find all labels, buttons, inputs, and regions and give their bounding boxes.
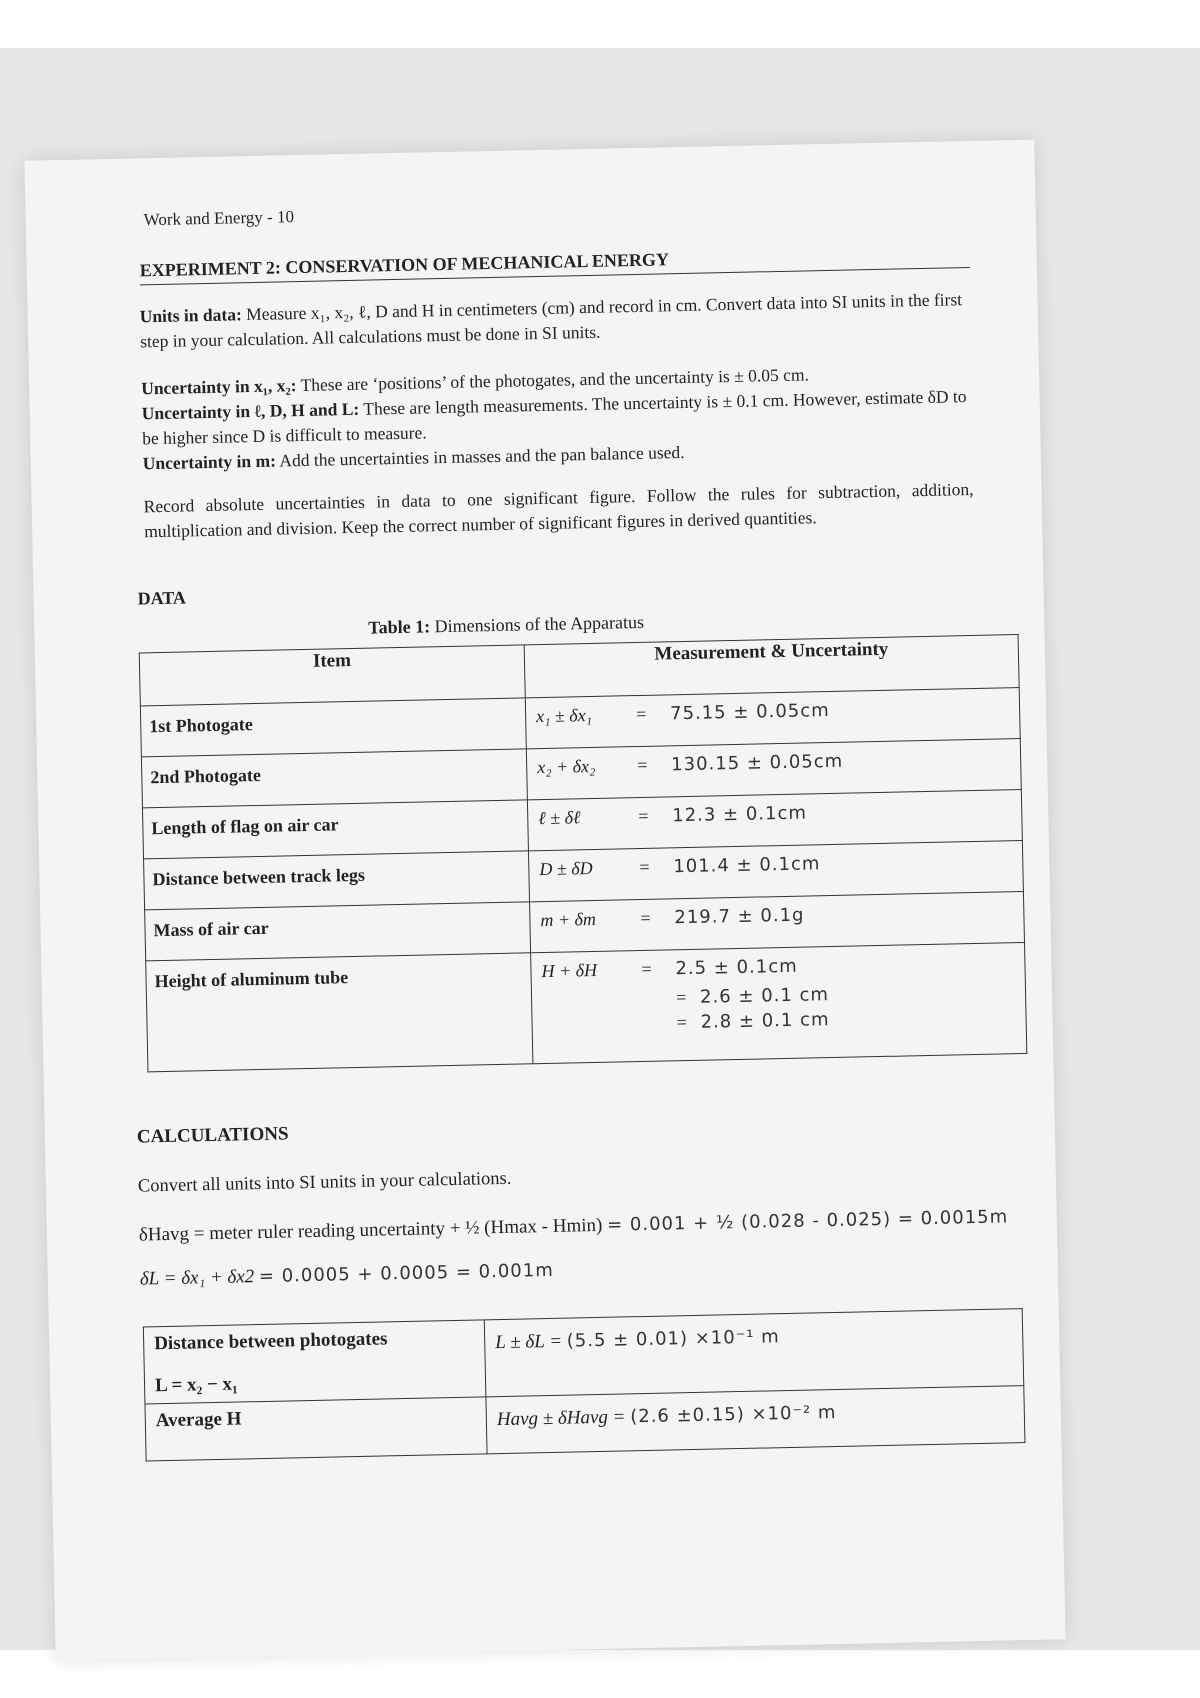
uncertainty-mass-text: Add the uncertainties in masses and the pan balance used. [279, 441, 685, 471]
units-paragraph [139, 287, 970, 354]
row-equals: = [635, 703, 647, 725]
row-equals: = [639, 856, 650, 878]
table-row [146, 942, 1027, 1071]
uncertainty-length-text: These are length measurements. The uncertainty is ± 0.1 cm. However, estimate δD to be higher since D is difficult to measure. [142, 386, 967, 449]
row-item-label: 2nd Photogate [141, 749, 527, 808]
result-value [486, 1386, 1025, 1454]
height-handwritten-value: 2.8 ± 0.1 cm [700, 1009, 830, 1033]
uncertainty-x-label: Uncertainty in x₁, x₂: [140, 375, 297, 399]
result-symbol: Havg ± δHavg = [496, 1406, 626, 1431]
page-title: EXPERIMENT 2: CONSERVATION OF MECHANICAL ENERGY [140, 243, 970, 285]
delta-l-formula [140, 1260, 554, 1291]
units-text: Measure x₁, x₂, ℓ, D and H in centimeters (cm) and record in cm. Convert data into SI units in the first step in your calculation. All calculations must be done in SI units. [140, 289, 963, 352]
data-heading: DATA [137, 587, 187, 609]
row-item-label: Height of aluminum tube [146, 953, 533, 1072]
row-equals: = [641, 958, 652, 979]
height-extra-reading [676, 1005, 1017, 1033]
row-symbol: ℓ ± δℓ [538, 807, 581, 829]
row-symbol: H + δH [541, 959, 598, 982]
results-table [143, 1308, 1026, 1461]
result-handwritten-value: (5.5 ± 0.01) ×10⁻¹ m [566, 1326, 780, 1352]
record-instructions: Record absolute uncertainties in data to one significant figure. Follow the rules for subtraction, addition, multiplication and division. Keep the correct number of significant figures in derived quantities. [143, 478, 974, 542]
result-handwritten-value: (2.6 ±0.15) ×10⁻² m [630, 1402, 837, 1428]
result-label: Average H [145, 1397, 487, 1461]
row-item-label: Mass of air car [145, 902, 531, 961]
column-header-item: Item [139, 645, 525, 706]
result-label [143, 1320, 486, 1404]
delta-l-handwritten: = 0.0005 + 0.0005 = 0.001m [258, 1259, 554, 1288]
row-item-label: Distance between track legs [144, 851, 530, 910]
row-measurement [531, 942, 1027, 1063]
height-handwritten-value: 2.6 ± 0.1 cm [699, 984, 830, 1008]
page-header: Work and Energy - 10 [143, 207, 295, 230]
row-handwritten-value: 12.3 ± 0.1cm [672, 802, 808, 827]
row-item-label: 1st Photogate [140, 698, 526, 757]
row-equals: = [636, 754, 648, 776]
row-handwritten-value: 101.4 ± 0.1cm [673, 853, 821, 878]
distance-definition: L = x₂ − x₁ [154, 1373, 238, 1397]
row-equals: = [640, 907, 651, 929]
table-caption-text: Dimensions of the Apparatus [434, 611, 645, 637]
row-item-label: Length of flag on air car [142, 800, 528, 859]
delta-l-printed: δL = δx₁ + δx2 [139, 1266, 255, 1290]
uncertainty-x-text: These are ‘positions’ of the photogates, and the uncertainty is ± 0.05 cm. [300, 364, 810, 396]
height-extra-reading [676, 980, 1017, 1008]
row-equals: = [675, 987, 687, 1008]
column-header-measurement: Measurement & Uncertainty [524, 635, 1019, 698]
units-label: Units in data: [139, 304, 242, 327]
row-equals: = [676, 1012, 687, 1033]
row-symbol: x₁ ± δx₁ [535, 704, 593, 727]
table-caption [368, 612, 644, 639]
top-margin [0, 0, 1200, 48]
delta-h-formula [139, 1206, 1009, 1246]
uncertainty-paragraph [141, 359, 973, 476]
delta-h-handwritten: = 0.001 + ½ (0.028 - 0.025) = 0.0015m [606, 1206, 1009, 1236]
uncertainty-length-label: Uncertainty in ℓ, D, H and L: [141, 398, 360, 424]
row-handwritten-value: 75.15 ± 0.05cm [669, 699, 830, 725]
row-handwritten-value: 2.5 ± 0.1cm [675, 955, 798, 980]
row-symbol: m + δm [540, 908, 597, 931]
row-symbol: D ± δD [539, 857, 593, 880]
row-symbol: x₂ + δx₂ [537, 755, 596, 778]
table-caption-number: Table 1: [368, 616, 431, 638]
convert-instruction: Convert all units into SI units in your calculations. [137, 1168, 512, 1197]
uncertainty-mass-label: Uncertainty in m: [142, 450, 277, 474]
result-symbol: L ± δL = [495, 1330, 563, 1354]
row-handwritten-value: 219.7 ± 0.1g [674, 904, 805, 929]
result-value [484, 1309, 1023, 1397]
row-handwritten-value: 130.15 ± 0.05cm [670, 750, 844, 776]
distance-label: Distance between photogates [153, 1328, 388, 1355]
worksheet-page [24, 140, 1065, 1661]
row-equals: = [638, 805, 649, 827]
delta-h-printed: δHavg = meter ruler reading uncertainty + ½ (Hmax - Hmin) [138, 1214, 603, 1246]
calculations-heading: CALCULATIONS [136, 1123, 289, 1148]
dimensions-table [139, 634, 1028, 1072]
